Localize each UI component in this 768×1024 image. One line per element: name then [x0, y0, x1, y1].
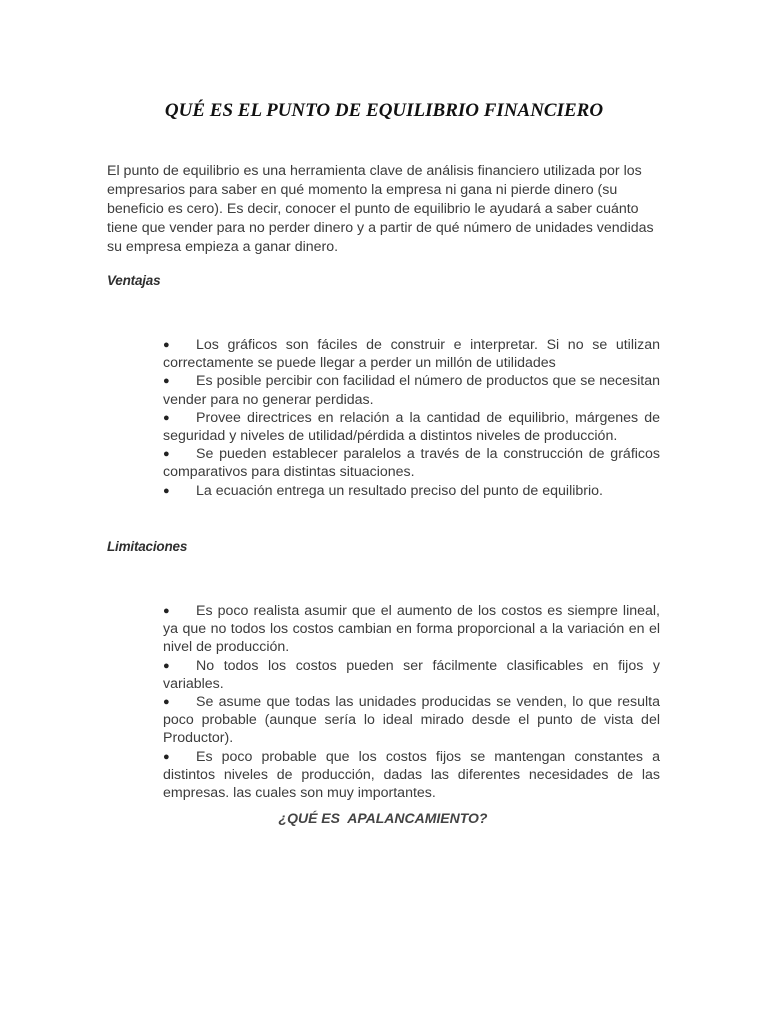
intro-paragraph: El punto de equilibrio es una herramienta clave de análisis financiero utilizada por los empresarios para saber en qué momento la empresa ni gana ni pierde dinero (su beneficio es cero). Es decir, conocer el punto de equilibrio le ayudará a saber cuánto tiene que vender para no perder dinero y a partir de qué número de unidades vendidas su empresa empieza a ganar dinero.	[107, 163, 654, 255]
list-item	[163, 657, 660, 693]
limitaciones-heading: Limitaciones	[107, 539, 188, 554]
ventajas-list	[163, 336, 660, 500]
bullet-icon: ●	[163, 484, 170, 497]
bullet-icon: ●	[163, 448, 170, 461]
list-item	[163, 336, 660, 372]
list-item-text: Los gráficos son fáciles de construir e interpretar. Si no se utilizan correctamente se puede llegar a perder un millón de utilidades	[163, 337, 660, 372]
list-item	[163, 482, 660, 500]
list-item-text: Se pueden establecer paralelos a través de la construcción de gráficos comparativos para distintas situaciones.	[163, 446, 660, 481]
list-item	[163, 748, 660, 803]
list-item	[163, 372, 660, 408]
list-item-text: No todos los costos pueden ser fácilmente clasificables en fijos y variables.	[163, 657, 660, 692]
list-item	[163, 409, 660, 445]
list-item	[163, 693, 660, 748]
bullet-icon: ●	[163, 339, 170, 351]
bullet-icon: ●	[163, 605, 170, 617]
list-item	[163, 445, 660, 481]
list-item-text: Es poco realista asumir que el aumento de los costos es siempre lineal, ya que no todos los costos cambian en forma proporcional a la variación en el nivel de producción.	[163, 603, 660, 656]
bullet-icon: ●	[163, 375, 170, 388]
list-item-text: Provee directrices en relación a la cantidad de equilibrio, márgenes de seguridad y niveles de utilidad/pérdida a distintos niveles de producción.	[163, 409, 660, 445]
bullet-icon: ●	[163, 696, 170, 709]
list-item-text: La ecuación entrega un resultado preciso del punto de equilibrio.	[196, 482, 603, 499]
list-item-text: Se asume que todas las unidades producidas se venden, lo que resulta poco probable (aunque sería lo ideal mirado desde el punto de vista del Productor).	[163, 694, 660, 747]
section-subtitle	[0, 810, 768, 826]
bullet-icon: ●	[163, 750, 170, 763]
document-title: QUÉ ES EL PUNTO DE EQUILIBRIO FINANCIERO	[164, 100, 604, 121]
ventajas-heading: Ventajas	[107, 273, 161, 288]
limitaciones-list	[163, 602, 660, 802]
bullet-icon: ●	[163, 411, 170, 424]
bullet-icon: ●	[163, 659, 170, 672]
list-item-text: Es poco probable que los costos fijos se mantengan constantes a distintos niveles de producción, dadas las diferentes necesidades de las empresas. las cuales son muy importantes.	[163, 748, 660, 802]
list-item-text: Es posible percibir con facilidad el número de productos que se necesitan vender para no generar perdidas.	[163, 373, 660, 408]
list-item	[163, 602, 660, 657]
subtitle-text: ¿QUÉ ES APALANCAMIENTO?	[278, 810, 488, 826]
